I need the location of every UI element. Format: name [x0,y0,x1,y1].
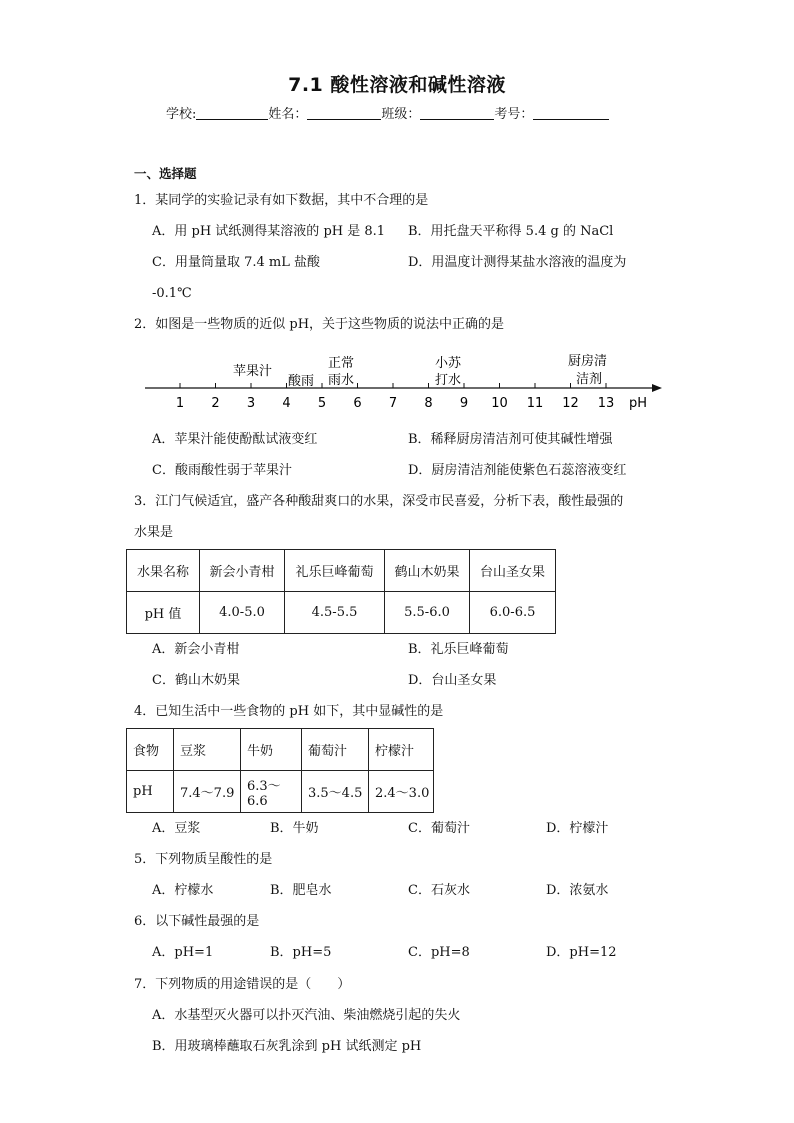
q1-option-a[interactable]: A．用 pH 试纸测得某溶液的 pH 是 8.1 [152,224,386,239]
table-cell: 食物 [127,729,174,771]
food-ph-table [126,728,434,813]
ph-tick-label: 8 [424,396,433,411]
exam-no-blank[interactable] [533,105,609,120]
q2-option-c[interactable]: C．酸雨酸性弱于苹果汁 [152,463,292,478]
table-cell: 6.3～6.6 [241,771,302,813]
table-cell: pH [127,771,174,813]
fruit-ph-table [126,549,556,634]
table-cell: 3.5～4.5 [302,771,369,813]
table-cell: 豆浆 [174,729,241,771]
ph-tick-label: 3 [246,396,256,411]
page-title: 7.1 酸性溶液和碱性溶液 [288,74,506,96]
class-blank[interactable] [420,105,494,120]
q3-option-c[interactable]: C．鹤山木奶果 [152,673,240,688]
ph-axis-label: pH [629,396,648,411]
table-cell: 水果名称 [127,550,200,592]
q6-option-a[interactable]: A．pH=1 [152,945,214,960]
ph-tick-label: 10 [491,396,508,411]
table-cell: 柠檬汁 [369,729,434,771]
table-row [127,550,556,592]
ph-tick-label: 2 [211,396,220,411]
normal-rain-label-2: 雨水 [328,373,355,388]
q2-option-d[interactable]: D．厨房清洁剂能使紫色石蕊溶液变红 [408,463,627,478]
q3-option-a[interactable]: A．新会小青柑 [152,642,240,657]
ph-tick-label: 13 [597,396,615,411]
ph-tick-label: 12 [562,396,579,411]
ph-scale-diagram [140,345,670,415]
ph-tick-label: 5 [317,396,327,411]
q2-option-a[interactable]: A．苹果汁能使酚酞试液变红 [152,432,318,447]
q4-stem: 4．已知生活中一些食物的 pH 如下，其中显碱性的是 [134,704,444,719]
q1-option-b[interactable]: B．用托盘天平称得 5.4 g 的 NaCl [408,224,614,239]
name-label: 姓名： [268,107,308,122]
q3-option-d[interactable]: D．台山圣女果 [408,673,497,688]
q2-option-b[interactable]: B．稀释厨房清洁剂可使其碱性增强 [408,432,613,447]
q1-option-d[interactable]: D．用温度计测得某盐水溶液的温度为 [408,255,627,270]
student-info-line [166,103,609,122]
q3-option-b[interactable]: B．礼乐巨峰葡萄 [408,642,509,657]
q5-option-c[interactable]: C．石灰水 [408,883,470,898]
school-label: 学校: [166,107,197,122]
q4-option-c[interactable]: C．葡萄汁 [408,821,470,836]
q3-stem-line2: 水果是 [134,525,174,540]
table-cell: 台山圣女果 [470,550,556,592]
q3-stem-line1: 3．江门气候适宜，盛产各种酸甜爽口的水果，深受市民喜爱，分析下表，酸性最强的 [134,494,624,509]
baking-soda-label-1: 小苏 [435,356,462,371]
q5-option-b[interactable]: B．肥皂水 [270,883,332,898]
table-cell: 6.0-6.5 [470,592,556,634]
ph-ticks [176,383,614,411]
q6-option-c[interactable]: C．pH=8 [408,945,470,960]
ph-tick-label: 9 [459,396,469,411]
q7-stem: 7．下列物质的用途错误的是（ ） [134,977,351,992]
table-cell: 5.5-6.0 [385,592,470,634]
school-blank[interactable] [196,105,268,120]
kitchen-cleaner-label-1: 厨房清 [568,354,608,369]
normal-rain-label-1: 正常 [328,356,355,371]
q1-option-d-continued: -0.1℃ [152,286,192,301]
ph-tick-label: 1 [175,396,185,411]
section-heading: 一、选择题 [134,166,197,181]
q4-option-a[interactable]: A．豆浆 [152,821,201,836]
table-cell: 葡萄汁 [302,729,369,771]
ph-tick-label: 7 [388,396,398,411]
q6-option-d[interactable]: D．pH=12 [546,945,617,960]
ph-axis-arrow [652,384,662,392]
table-cell: 鹤山木奶果 [385,550,470,592]
apple-juice-label: 苹果汁 [233,364,273,379]
acid-rain-label: 酸雨 [288,374,315,389]
q7-option-b[interactable]: B．用玻璃棒蘸取石灰乳涂到 pH 试纸测定 pH [152,1039,422,1054]
ph-tick-label: 4 [282,396,291,411]
table-row [127,729,434,771]
q2-stem: 2．如图是一些物质的近似 pH，关于这些物质的说法中正确的是 [134,317,505,332]
class-label: 班级： [381,107,421,122]
q5-option-d[interactable]: D．浓氨水 [546,883,609,898]
ph-tick-label: 6 [353,396,362,411]
kitchen-cleaner-label-2: 洁剂 [576,372,603,387]
q7-option-a[interactable]: A．水基型灭火器可以扑灭汽油、柴油燃烧引起的失火 [152,1008,461,1023]
q5-stem: 5．下列物质呈酸性的是 [134,852,273,867]
table-cell: 4.0-5.0 [200,592,285,634]
table-row [127,771,434,813]
baking-soda-label-2: 打水 [435,373,462,388]
q6-option-b[interactable]: B．pH=5 [270,945,332,960]
q4-option-b[interactable]: B．牛奶 [270,821,319,836]
q6-stem: 6．以下碱性最强的是 [134,914,260,929]
q1-option-c[interactable]: C．用量筒量取 7.4 mL 盐酸 [152,255,320,270]
q4-option-d[interactable]: D．柠檬汁 [546,821,609,836]
name-blank[interactable] [307,105,381,120]
exam-no-label: 考号： [494,107,534,122]
table-cell: pH 值 [127,592,200,634]
table-cell: 新会小青柑 [200,550,285,592]
table-cell: 7.4～7.9 [174,771,241,813]
q1-stem: 1．某同学的实验记录有如下数据，其中不合理的是 [134,193,429,208]
ph-tick-label: 11 [526,396,544,411]
table-cell: 4.5-5.5 [285,592,385,634]
table-row [127,592,556,634]
q5-option-a[interactable]: A．柠檬水 [152,883,214,898]
table-cell: 2.4～3.0 [369,771,434,813]
table-cell: 牛奶 [241,729,302,771]
table-cell: 礼乐巨峰葡萄 [285,550,385,592]
